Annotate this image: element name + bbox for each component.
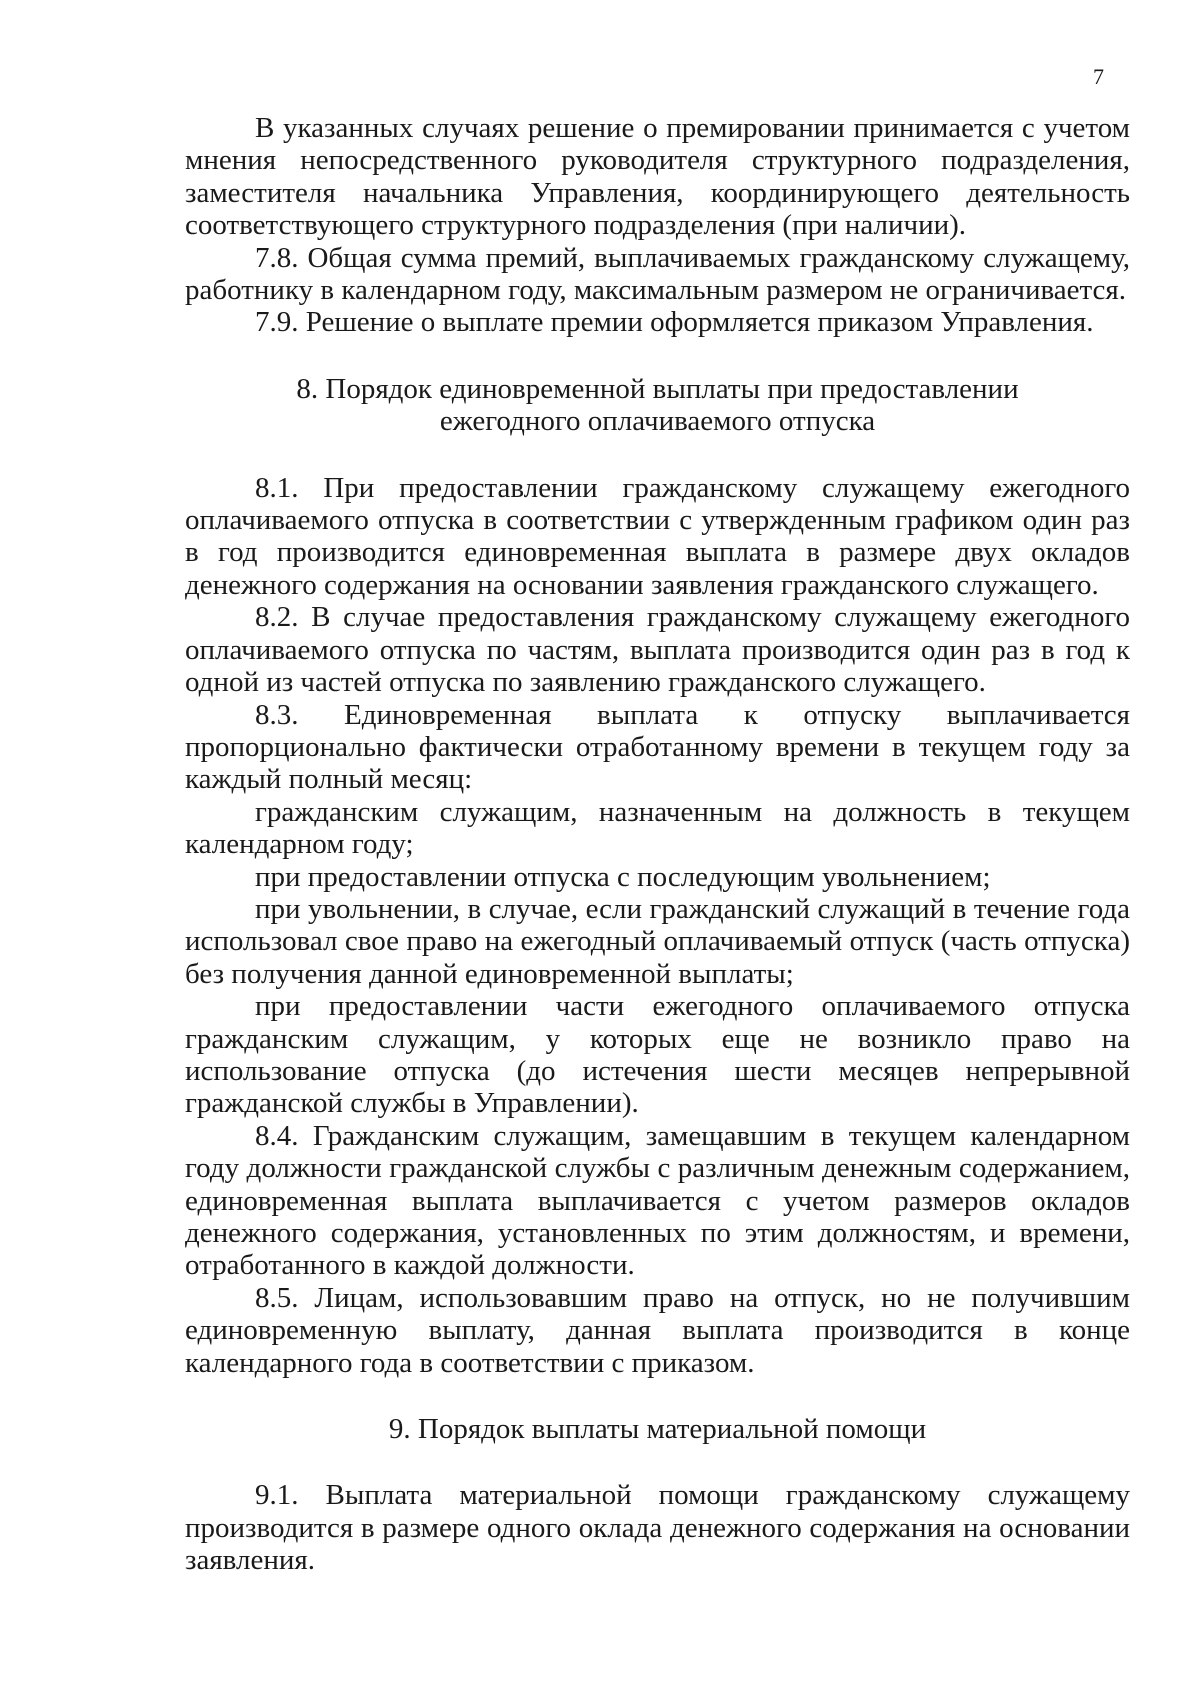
list-item-leave-with-dismissal: при предоставлении отпуска с последующим увольнением; — [255, 860, 991, 893]
list-item-partial-leave: при предоставлении части ежегодного оплачиваемого отпуска гражданским служащим, у которых еще не возникло право на использование отпуска (до истечения шести месяцев непрерывной гражданской службы в Управлении). — [185, 990, 1130, 1120]
paragraph-7-8: 7.8. Общая сумма премий, выплачиваемых гражданскому служащему, работнику в календарном году, максимальным размером не ограничивается. — [185, 241, 1130, 307]
section-8-title-line1: 8. Порядок единовременной выплаты при предоставлении — [296, 372, 1019, 405]
paragraph-7-9: 7.9. Решение о выплате премии оформляется приказом Управления. — [255, 306, 1094, 339]
page-number: 7 — [1093, 64, 1104, 89]
paragraph-9-1: 9.1. Выплата материальной помощи гражданскому служащему производится в размере одного оклада денежного содержания на основании заявления. — [185, 1479, 1130, 1577]
section-9-title: 9. Порядок выплаты материальной помощи — [388, 1413, 927, 1446]
list-item-appointed: гражданским служащим, назначенным на должность в текущем календарном году; — [185, 795, 1130, 861]
paragraph-8-4: 8.4. Гражданским служащим, замещавшим в текущем календарном году должности гражданской службы с различным денежным содержанием, единовременная выплата выплачивается с учетом размеров окладов денежного содержания, установленных по этим должностям, и времени, отработанного в каждой должности. — [185, 1119, 1130, 1282]
document-body — [185, 112, 1130, 1577]
paragraph-8-5: 8.5. Лицам, использовавшим право на отпуск, но не получившим единовременную выплату, данная выплата производится в конце календарного года в соответствии с приказом. — [185, 1281, 1130, 1379]
paragraph-8-3: 8.3. Единовременная выплата к отпуску выплачивается пропорционально фактически отработанному времени в текущем году за каждый полный месяц: — [185, 698, 1130, 796]
paragraph-bonus-decision: В указанных случаях решение о премировании принимается с учетом мнения непосредственного руководителя структурного подразделения, заместителя начальника Управления, координирующего деятельность соответствующего структурного подразделения (при наличии). — [185, 112, 1130, 242]
list-item-dismissal: при увольнении, в случае, если гражданский служащий в течение года использовал свое право на ежегодный оплачиваемый отпуск (часть отпуска) без получения данной единовременной выплаты; — [185, 892, 1130, 990]
paragraph-8-1: 8.1. При предоставлении гражданскому служащему ежегодного оплачиваемого отпуска в соответствии с утвержденным графиком один раз в год производится единовременная выплата в размере двух окладов денежного содержания на основании заявления гражданского служащего. — [185, 471, 1130, 601]
paragraph-8-2: 8.2. В случае предоставления гражданскому служащему ежегодного оплачиваемого отпуска по частям, выплата производится один раз в год к одной из частей отпуска по заявлению гражданского служащего. — [185, 601, 1130, 699]
section-8-title-line2: ежегодного оплачиваемого отпуска — [439, 405, 876, 438]
